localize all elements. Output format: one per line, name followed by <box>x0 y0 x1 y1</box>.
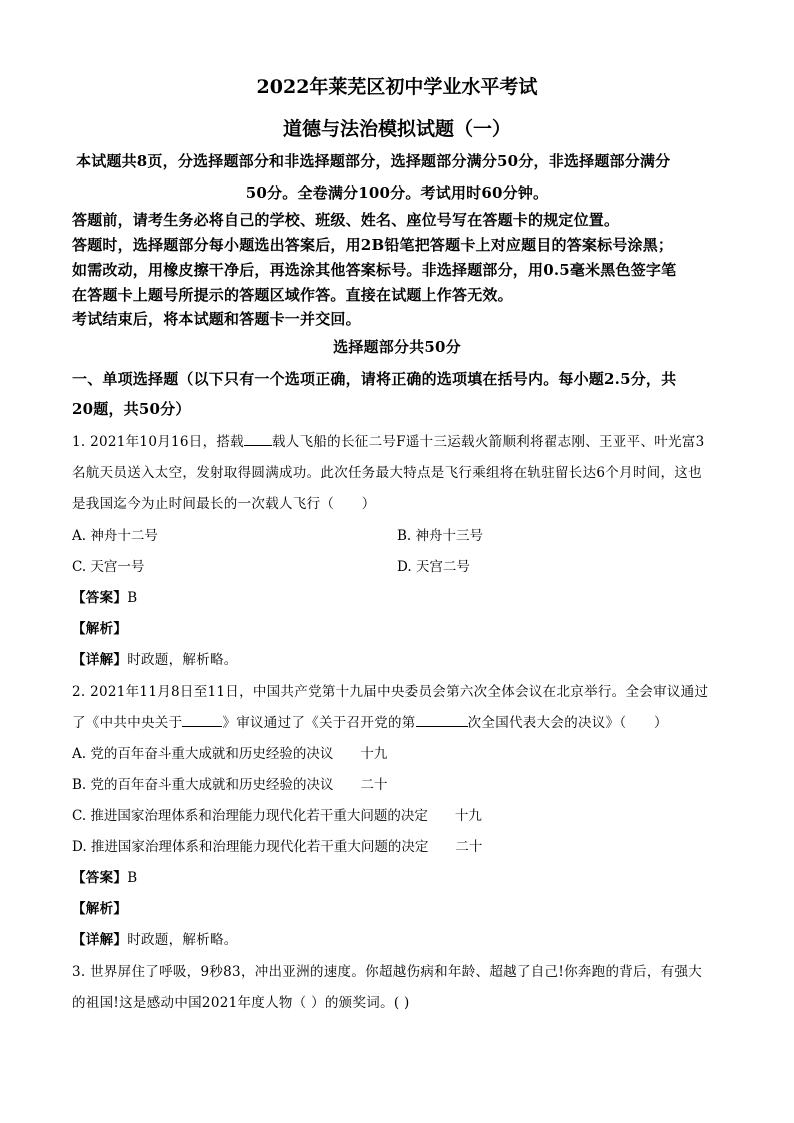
q1-detail <box>72 648 238 668</box>
q1-option-b: B. 神舟十三号 <box>397 528 484 544</box>
q2-blank-1 <box>182 714 222 727</box>
q2-answer-label: 【答案】 <box>72 870 128 886</box>
q1-stem-line-2: 名航天员送入太空，发射取得圆满成功。此次任务最大特点是飞行乘组将在轨驻留长达6个月时间，这也 <box>72 465 702 481</box>
q2-option-a: A. 党的百年奋斗重大成就和历史经验的决议 十九 <box>72 746 388 762</box>
q2-stem-part-a: 了《中共中央关于 <box>72 715 183 731</box>
intro-line-3: 答题前，请考生务必将自己的学校、班级、姓名、座位号写在答题卡的规定位置。 <box>72 211 620 229</box>
q1-detail-text: 时政题，解析略。 <box>127 652 238 668</box>
q1-analysis <box>72 617 127 637</box>
q3-stem-line-1: 3. 世界屏住了呼吸，9秒83，冲出亚洲的速度。你超越伤病和年龄、超越了自己!你奔跑的背后，有强大 <box>72 964 703 980</box>
q1-stem-part-b: 载人飞船的长征二号F遥十三运载火箭顺利将翟志刚、王亚平、叶光富3 <box>271 434 705 450</box>
q2-analysis-label: 【解析】 <box>72 901 128 917</box>
q2-stem-part-b: 》审议通过了《关于召开党的第 <box>222 715 416 731</box>
q1-stem-part-a: 1. 2021年10月16日，搭载 <box>72 434 244 450</box>
q1-stem-line-3: 是我国迄今为止时间最长的一次载人飞行（ ） <box>72 496 376 512</box>
exam-title: 2022年莱芜区初中学业水平考试 <box>256 76 538 98</box>
intro-line-5: 如需改动，用橡皮擦干净后，再选涂其他答案标号。非选择题部分，用0.5毫米黑色签字笔 <box>72 261 677 279</box>
q1-analysis-label: 【解析】 <box>72 621 128 637</box>
q1-detail-label: 【详解】 <box>72 652 128 668</box>
q1-answer-value: B <box>127 590 138 606</box>
exam-subtitle: 道德与法治模拟试题（一） <box>282 118 511 140</box>
q2-option-b: B. 党的百年奋斗重大成就和历史经验的决议 二十 <box>72 777 388 793</box>
q2-option-d: D. 推进国家治理体系和治理能力现代化若干重大问题的决定 二十 <box>72 839 483 855</box>
q2-detail-text: 时政题，解析略。 <box>127 932 238 948</box>
q1-blank <box>244 433 272 446</box>
part1-heading-line-2: 20题，共50分） <box>72 400 191 418</box>
q2-answer <box>72 866 137 886</box>
q3-stem-line-2: 的祖国!这是感动中国2021年度人物（ ）的颁奖词。( ) <box>72 995 410 1011</box>
q1-stem-line-1 <box>72 430 705 450</box>
q2-detail-label: 【详解】 <box>72 932 128 948</box>
q2-stem-part-c: 次全国代表大会的决议》（ ） <box>467 715 668 731</box>
q2-option-c: C. 推进国家治理体系和治理能力现代化若干重大问题的决定 十九 <box>72 808 482 824</box>
q2-blank-2 <box>416 714 468 727</box>
intro-line-6: 在答题卡上题号所提示的答题区域作答。直接在试题上作答无效。 <box>72 286 513 304</box>
q1-option-d: D. 天宫二号 <box>397 559 470 575</box>
q1-answer <box>72 586 137 606</box>
q1-option-a: A. 神舟十二号 <box>72 528 158 544</box>
part1-heading-line-1: 一、单项选择题（以下只有一个选项正确，请将正确的选项填在括号内。每小题2.5分，共 <box>72 370 677 388</box>
intro-line-4: 答题时，选择题部分每小题选出答案后，用2B铅笔把答题卡上对应题目的答案标号涂黑； <box>72 236 674 254</box>
q2-answer-value: B <box>127 870 138 886</box>
q2-stem-line-2 <box>72 711 668 731</box>
q2-detail <box>72 928 238 948</box>
q1-option-c: C. 天宫一号 <box>72 559 145 575</box>
q1-answer-label: 【答案】 <box>72 590 128 606</box>
section-title: 选择题部分共50分 <box>333 338 461 356</box>
q2-stem-line-1: 2. 2021年11月8日至11日，中国共产党第十九届中央委员会第六次全体会议在北京举行。全会审议通过 <box>72 684 709 700</box>
intro-line-1: 本试题共8页，分选择题部分和非选择题部分，选择题部分满分50分，非选择题部分满分 <box>76 152 671 170</box>
intro-line-7: 考试结束后，将本试题和答题卡一并交回。 <box>72 310 361 328</box>
intro-line-2: 50分。全卷满分100分。考试用时60分钟。 <box>245 184 549 202</box>
q2-analysis <box>72 897 127 917</box>
